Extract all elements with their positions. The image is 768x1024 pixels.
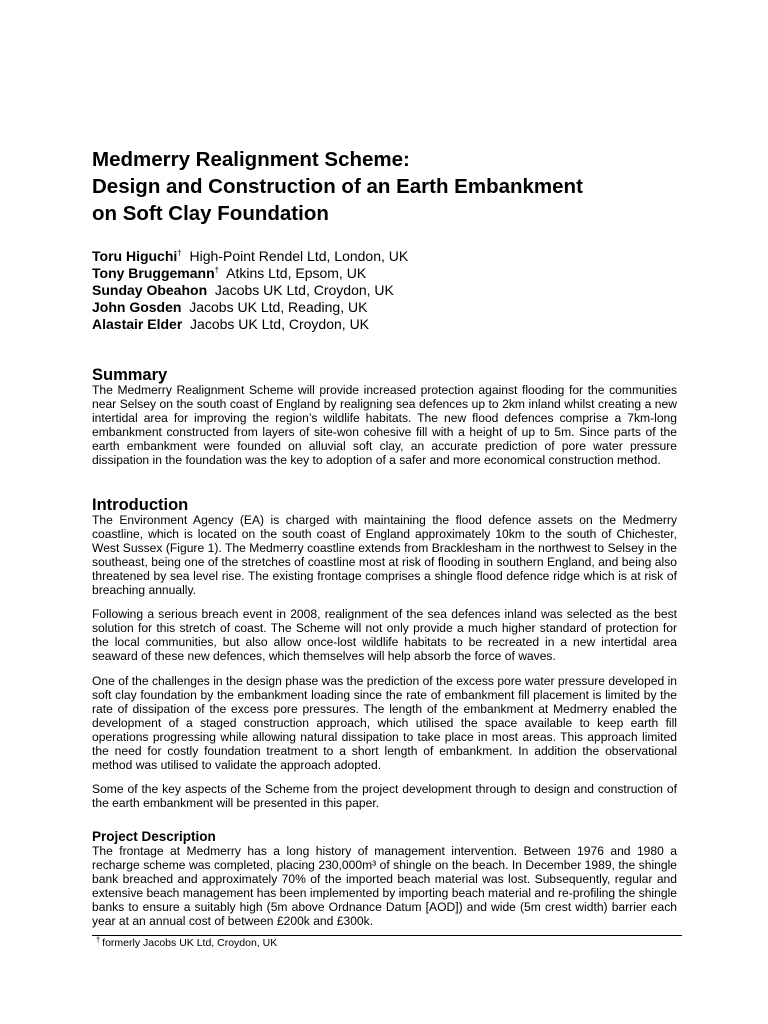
author-name: Tony Bruggemann bbox=[92, 265, 215, 281]
author-footnote-mark: † bbox=[177, 248, 182, 258]
introduction-paragraph: Some of the key aspects of the Scheme from the project development through to design and construction of the earth embankment will be presented in this paper. bbox=[92, 782, 677, 811]
footnote-mark: † bbox=[96, 934, 101, 944]
author-affiliation: Atkins Ltd, Epsom, UK bbox=[226, 265, 367, 281]
author-affiliation: High-Point Rendel Ltd, London, UK bbox=[189, 248, 409, 264]
title-line-1: Medmerry Realignment Scheme: bbox=[92, 148, 410, 171]
project-description-heading: Project Description bbox=[92, 829, 216, 844]
author-affiliation: Jacobs UK Ltd, Croydon, UK bbox=[214, 282, 394, 298]
author-name: John Gosden bbox=[92, 299, 182, 315]
project-description-paragraph: The frontage at Medmerry has a long history of management intervention. Between 1976 and 1980 a recharge scheme was completed, placing 230,000m³ of shingle on the beach. In December 1989, the shingle bank breached and approximately 70% of the imported beach material was lost. Subsequently, regular and extensive beach management has been implemented by importing beach material and re-profiling the shingle banks to ensure a suitably high (5m above Ordnance Datum [AOD]) and wide (5m crest width) barrier each year at an annual cost of between £200k and £300k. bbox=[92, 844, 677, 928]
introduction-section bbox=[92, 496, 677, 811]
author-name: Toru Higuchi bbox=[92, 248, 178, 264]
author-name: Alastair Elder bbox=[92, 316, 183, 332]
author-entry bbox=[92, 316, 692, 333]
footnote-text: formerly Jacobs UK Ltd, Croydon, UK bbox=[102, 937, 278, 949]
introduction-paragraph: One of the challenges in the design phase was the prediction of the excess pore water pressure developed in soft clay foundation by the embankment loading since the rate of embankment fill placement is limited by the rate of dissipation of the excess pore pressures. The length of the embankment at Medmerry enabled the development of a staged construction approach, which utilised the space available to keep earth fill operations progressing while allowing natural dissipation to take place in most areas. This approach limited the need for costly foundation treatment to a short length of embankment. In addition the observational method was utilised to validate the approach adopted. bbox=[92, 674, 677, 772]
author-entry bbox=[92, 282, 692, 299]
author-entry bbox=[92, 299, 692, 316]
introduction-paragraph: Following a serious breach event in 2008, realignment of the sea defences inland was selected as the best solution for this stretch of coast. The Scheme will not only provide a much higher standard of protection for the local communities, but also allow once-lost wildlife habitats to be recreated in a new intertidal area seaward of these new defences, which themselves will help absorb the force of waves. bbox=[92, 607, 677, 664]
summary-section bbox=[92, 366, 677, 467]
author-name: Sunday Obeahon bbox=[92, 282, 208, 298]
introduction-paragraph: The Environment Agency (EA) is charged with maintaining the flood defence assets on the Medmerry coastline, which is located on the south coast of England approximately 10km to the south of Chichester, West Sussex (Figure 1). The Medmerry coastline extends from Bracklesham in the northwest to Selsey in the southeast, being one of the stretches of coastline most at risk of flooding in southern England, and being also threatened by sea level rise. The existing frontage comprises a shingle flood defence ridge which is at risk of breaching annually. bbox=[92, 513, 677, 597]
footnote-divider bbox=[92, 935, 682, 936]
summary-heading: Summary bbox=[92, 366, 168, 384]
author-entry bbox=[92, 248, 692, 265]
footnote bbox=[96, 934, 278, 950]
paper-title bbox=[92, 146, 712, 227]
author-entry bbox=[92, 265, 692, 282]
title-line-3: on Soft Clay Foundation bbox=[92, 202, 329, 225]
introduction-heading: Introduction bbox=[92, 496, 189, 514]
author-footnote-mark: † bbox=[214, 265, 220, 275]
title-line-2: Design and Construction of an Earth Embankment bbox=[92, 175, 583, 198]
summary-paragraph: The Medmerry Realignment Scheme will provide increased protection against flooding for the communities near Selsey on the south coast of England by realigning sea defences up to 2km inland whilst creating a new intertidal area for improving the region’s wildlife habitats. The new flood defences comprise a 7km-long embankment constructed from layers of site-won cohesive fill with a height of up to 5m. Since parts of the earth embankment were founded on alluvial soft clay, an accurate prediction of pore water pressure dissipation in the foundation was the key to adoption of a safer and more economical construction method. bbox=[92, 383, 677, 467]
project-description-section bbox=[92, 829, 677, 928]
author-affiliation: Jacobs UK Ltd, Croydon, UK bbox=[190, 316, 370, 332]
author-list bbox=[92, 248, 692, 333]
author-affiliation: Jacobs UK Ltd, Reading, UK bbox=[189, 299, 368, 315]
